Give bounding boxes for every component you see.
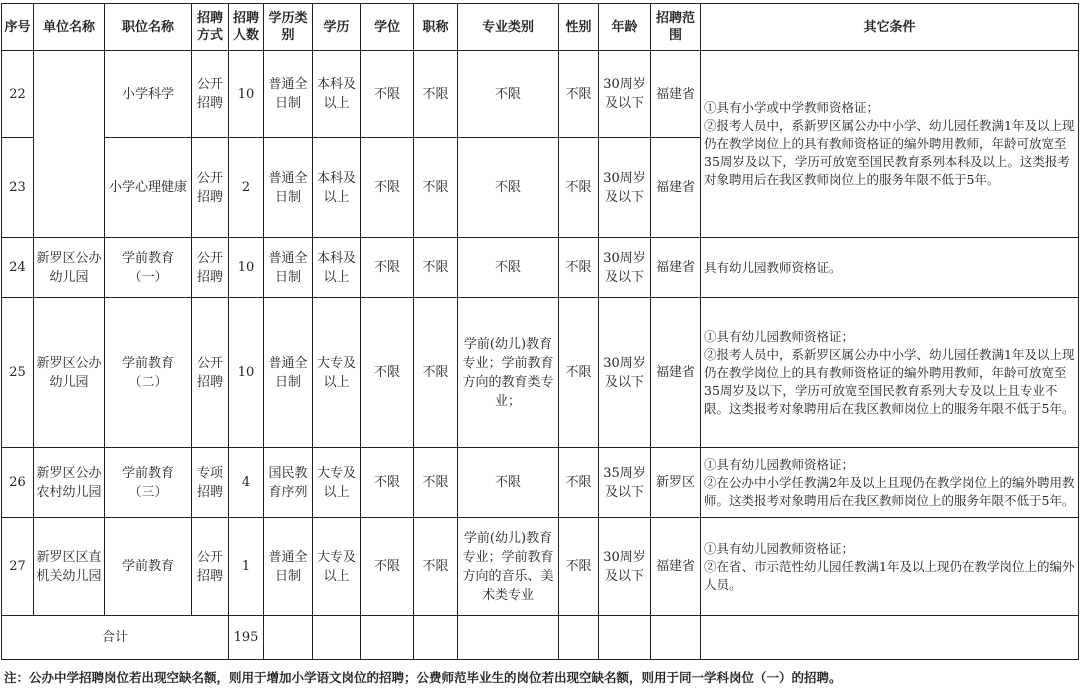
cell-position: 学前教育	[105, 518, 192, 616]
empty-cell	[559, 616, 599, 660]
cell-age: 30周岁及以下	[599, 238, 651, 298]
cell-major: 学前(幼儿)教育专业；学前教育方向的音乐、美术类专业	[458, 518, 559, 616]
cell-no: 26	[2, 448, 34, 518]
cell-other: ①具有小学或中学教师资格证； ②报考人员中，系新罗区属公办中小学、幼儿园任教满1年及以上现仍在教学岗位上的具有教师资格证的编外聘用教师，年龄可放宽至35周岁及以下，学历可放宽至国民教育系列本科及以上。这类报考对象聘用后在我区教师岗位上的服务年限不低于5年。	[701, 51, 1079, 238]
cell-edu: 本科及以上	[313, 51, 361, 138]
recruitment-table	[1, 3, 1079, 660]
cell-scope: 福建省	[651, 51, 701, 138]
cell-degree: 不限	[361, 138, 414, 238]
cell-major: 学前(幼儿)教育专业；学前教育方向的教育类专业；	[458, 298, 559, 448]
cell-degree: 不限	[361, 518, 414, 616]
cell-position: 小学科学	[105, 51, 192, 138]
table-row	[2, 51, 1079, 138]
cell-no: 22	[2, 51, 34, 138]
cell-method: 公开招聘	[192, 138, 229, 238]
cell-gender: 不限	[559, 298, 599, 448]
cell-count: 1	[229, 518, 264, 616]
empty-cell	[361, 616, 414, 660]
total-count: 195	[229, 616, 264, 660]
cell-scope: 福建省	[651, 238, 701, 298]
cell-gender: 不限	[559, 138, 599, 238]
cell-gender: 不限	[559, 51, 599, 138]
cell-no: 24	[2, 238, 34, 298]
cell-title: 不限	[414, 518, 458, 616]
cell-method: 公开招聘	[192, 51, 229, 138]
total-row	[2, 616, 1079, 660]
cell-age: 30周岁及以下	[599, 518, 651, 616]
cell-method: 专项招聘	[192, 448, 229, 518]
cell-age: 30周岁及以下	[599, 298, 651, 448]
cell-degree: 不限	[361, 448, 414, 518]
cell-unit: 新罗区区直机关幼儿园	[34, 518, 105, 616]
cell-edu: 本科及以上	[313, 138, 361, 238]
empty-cell	[651, 616, 701, 660]
total-label: 合计	[2, 616, 229, 660]
cell-other: ①具有幼儿园教师资格证； ②在公办中小学任教满2年及以上且现仍在教学岗位上的编外聘用教师。这类报考对象聘用后在我区教师岗位上的服务年限不低于5年。	[701, 448, 1079, 518]
column-header: 招聘方式	[192, 4, 229, 51]
cell-edu-type: 国民教育序列	[264, 448, 313, 518]
cell-title: 不限	[414, 448, 458, 518]
cell-age: 30周岁及以下	[599, 138, 651, 238]
cell-scope: 福建省	[651, 298, 701, 448]
header-row	[2, 4, 1079, 51]
empty-cell	[264, 616, 313, 660]
column-header: 性别	[559, 4, 599, 51]
cell-title: 不限	[414, 138, 458, 238]
cell-count: 10	[229, 298, 264, 448]
cell-position: 小学心理健康	[105, 138, 192, 238]
cell-scope: 福建省	[651, 138, 701, 238]
cell-method: 公开招聘	[192, 298, 229, 448]
column-header: 学历类别	[264, 4, 313, 51]
column-header: 序号	[2, 4, 34, 51]
empty-cell	[313, 616, 361, 660]
empty-cell	[414, 616, 458, 660]
cell-age: 30周岁及以下	[599, 51, 651, 138]
column-header: 职称	[414, 4, 458, 51]
cell-degree: 不限	[361, 298, 414, 448]
cell-other: ①具有幼儿园教师资格证； ②在省、市示范性幼儿园任教满1年及以上现仍在教学岗位上的编外人员。	[701, 518, 1079, 616]
cell-major: 不限	[458, 138, 559, 238]
cell-unit	[34, 51, 105, 238]
column-header: 职位名称	[105, 4, 192, 51]
cell-other: 具有幼儿园教师资格证。	[701, 238, 1079, 298]
cell-title: 不限	[414, 51, 458, 138]
cell-degree: 不限	[361, 51, 414, 138]
cell-title: 不限	[414, 238, 458, 298]
cell-count: 4	[229, 448, 264, 518]
cell-gender: 不限	[559, 518, 599, 616]
table-row	[2, 448, 1079, 518]
cell-position: 学前教育（二）	[105, 298, 192, 448]
column-header: 学历	[313, 4, 361, 51]
cell-method: 公开招聘	[192, 238, 229, 298]
empty-cell	[599, 616, 651, 660]
cell-unit: 新罗区公办幼儿园	[34, 298, 105, 448]
cell-major: 不限	[458, 238, 559, 298]
cell-edu: 大专及以上	[313, 298, 361, 448]
empty-cell	[458, 616, 559, 660]
cell-edu-type: 普通全日制	[264, 138, 313, 238]
cell-other: ①具有幼儿园教师资格证； ②报考人员中，系新罗区属公办中小学、幼儿园任教满1年及以上现仍在教学岗位上的具有教师资格证的编外聘用教师，年龄可放宽至35周岁及以下，学历可放宽至国民教育系列大专及以上且专业不限。这类报考对象聘用后在我区教师岗位上的服务年限不低于5年。	[701, 298, 1079, 448]
cell-edu: 本科及以上	[313, 238, 361, 298]
cell-gender: 不限	[559, 448, 599, 518]
cell-unit: 新罗区公办农村幼儿园	[34, 448, 105, 518]
cell-count: 2	[229, 138, 264, 238]
table-row	[2, 238, 1079, 298]
cell-major: 不限	[458, 448, 559, 518]
cell-position: 学前教育（一）	[105, 238, 192, 298]
cell-no: 27	[2, 518, 34, 616]
column-header: 单位名称	[34, 4, 105, 51]
cell-no: 25	[2, 298, 34, 448]
cell-edu-type: 普通全日制	[264, 298, 313, 448]
cell-edu: 大专及以上	[313, 448, 361, 518]
cell-major: 不限	[458, 51, 559, 138]
cell-unit: 新罗区公办幼儿园	[34, 238, 105, 298]
column-header: 其它条件	[701, 4, 1079, 51]
empty-cell	[701, 616, 1079, 660]
cell-position: 学前教育（三）	[105, 448, 192, 518]
column-header: 学位	[361, 4, 414, 51]
cell-title: 不限	[414, 298, 458, 448]
column-header: 专业类别	[458, 4, 559, 51]
footnote: 注：公办中学招聘岗位若出现空缺名额，则用于增加小学语文岗位的招聘；公费师范毕业生的岗位若出现空缺名额，则用于同一学科岗位（一）的招聘。	[4, 670, 842, 685]
cell-edu: 大专及以上	[313, 518, 361, 616]
cell-scope: 新罗区	[651, 448, 701, 518]
cell-gender: 不限	[559, 238, 599, 298]
cell-edu-type: 普通全日制	[264, 518, 313, 616]
cell-degree: 不限	[361, 238, 414, 298]
column-header: 招聘人数	[229, 4, 264, 51]
cell-edu-type: 普通全日制	[264, 238, 313, 298]
column-header: 年龄	[599, 4, 651, 51]
cell-count: 10	[229, 51, 264, 138]
cell-edu-type: 普通全日制	[264, 51, 313, 138]
cell-age: 35周岁及以下	[599, 448, 651, 518]
table-row	[2, 518, 1079, 616]
column-header: 招聘范围	[651, 4, 701, 51]
cell-scope: 福建省	[651, 518, 701, 616]
cell-no: 23	[2, 138, 34, 238]
cell-count: 10	[229, 238, 264, 298]
cell-method: 公开招聘	[192, 518, 229, 616]
table-row	[2, 298, 1079, 448]
